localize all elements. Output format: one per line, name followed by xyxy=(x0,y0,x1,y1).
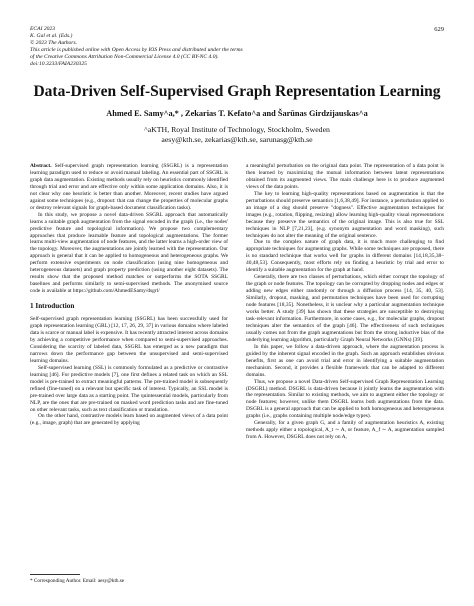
abstract-label: Abstract. xyxy=(30,163,52,169)
author-emails: aesy@kth.se, zekarias@kth.se, sarunasg@kth.se xyxy=(161,134,313,144)
body-paragraph: Generally, there are two classes of perturbations, which either corrupt the topology of the graph or node features. The topology can be corrupted by dropping nodes and edges or adding new edges either randomly or through a diffusion process [14, 35, 40, 53]. Similarly, dropout, masking, and permutation techniques have been used for corrupting node features [18,35]. Nonetheless, it is unclear why a particular augmentation technique works better. A study [39] has shown that these strategies are susceptible to destroying task-relevant information. Furthermore, in some cases, e.g., for molecular graphs, dropout techniques alter the semantics of the graph [46]. The effectiveness of such techniques usually comes not from the graph augmentations but from the strong inductive bias of the underlying learning algorithm, particularly Graph Neural Networks (GNNs) [39]. xyxy=(246,274,444,343)
body-paragraph: Self-supervised graph representation learning (SSGRL) has been successfully used for graph representation learning (GRL) [12, 17, 26, 29, 37] in various domains where labeled data is scarce or manual label is expensive. It has recently attracted interest across domains by achieving a competitive performance when compared to semi-supervised approaches. Considering the scarcity of labeled data, SSGRL has emerged as a new paradigm that narrows down the performance gap between the unsupervised and semi-supervised learning domains. xyxy=(30,316,228,364)
body-paragraph: Due to the complex nature of graph data, it is much more challenging to find appropriate techniques for augmenting graphs. While some techniques are proposed, there is no standard technique that works well for graphs in different domains [14,18,35,38–40,48,53]. Consequently, most efforts rely on finding a heuristic by trial and error to identify a suitable augmentation for the graph at hand. xyxy=(246,239,444,274)
right-column xyxy=(246,163,444,441)
body-paragraph: On the other hand, contrastive models learn based on augmented views of a data point (e.g., image, graph) that are generated by applying xyxy=(30,413,228,427)
page-number: 629 xyxy=(434,26,444,33)
meta-line: This article is published online with Open Access by IOS Press and distributed under the terms xyxy=(30,47,243,53)
body-paragraph: a meaningful perturbation on the original data point. The representation of a data point is then learned by maximizing the mutual information between latent representations obtained from its augmented views. The main challenge here is to produce augmented views of the data points. xyxy=(246,163,444,190)
body-paragraph: Thus, we propose a novel Data-driven Self-supervised Graph Representation Learning (DSGRL) method. DSGRL is data-driven because it jointly learns the augmentation with the representation. Similar to existing methods, we aim to augment either the topology or node features; however, unlike them DSGRL learns both augmentations from the data. DSGRL is a general approach that can be applied to both homogeneous and heterogeneous graphs (i.e., graphs containing multiple node/edge types). xyxy=(246,378,444,420)
affiliation-institution: ^aKTH, Royal Institute of Technology, Stockholm, Sweden xyxy=(144,125,330,134)
body-paragraph: In this paper, we follow a data-driven approach, where the augmentation process is guided by the inherent signal encoded in the graph. Such an approach establishes obvious benefits, first as one can avoid trial and error in identifying a suitable augmentation mechanism. Second, it provides a flexible framework that can be adapted to different domains. xyxy=(246,343,444,378)
left-column xyxy=(30,163,228,427)
meta-line: of the Creative Commons Attribution Non-Commercial License 4.0 (CC BY-NC 4.0). xyxy=(30,54,219,60)
meta-line: K. Gal et al. (Eds.) xyxy=(30,33,73,39)
footnote-divider xyxy=(30,574,80,575)
body-paragraph: Self-supervised learning (SSL) is commonly formulated as a predictive or contrastive learning [46]. For predictive models [7], one first defines a related task on which an SSL model is pre-trained to extract meaningful patterns. The pre-trained model is subsequently refined (fine-tuned) on a relevant but specific task of interest. Typically, an SSL model is pre-trained over large data as a starting point. The quintessential models, particularly from NLP, are the ones that are pre-trained on masked word prediction tasks and are fine-tuned on other relevant tasks, such as text classification or translation. xyxy=(30,364,228,413)
footnote: * Corresponding Author. Email: aesy@kth.se xyxy=(30,578,125,584)
body-paragraph: Generally, for a given graph G, and a family of augmentation heuristics A, existing methods apply either a topological, A_t ∼ A, or feature, A_f ∼ A, augmentation sampled from A. However, DSGRL does not rely on A, xyxy=(246,420,444,441)
affiliation xyxy=(0,125,474,144)
abstract-text: Self-supervised graph representation learning (SSGRL) is a representation learning paradigm used to reduce or avoid manual labeling. An essential part of SSGRL is graph data augmentation. Existing methods usually rely on heuristics commonly identified through trial and error and are effective only within some application domains. Also, it is not clear why one heuristic is better than another. Moreover, recent studies have argued against some techniques (e.g., dropout: that can change the properties of molecular graphs or destroy relevant signals for graph-based document classification tasks). xyxy=(30,163,229,211)
meta-line: ECAI 2023 xyxy=(30,26,56,32)
section-heading-introduction: 1 Introduction xyxy=(30,302,75,311)
paper-title: Data-Driven Self-Supervised Graph Representation Learning xyxy=(33,83,441,100)
body-paragraph: The key to learning high-quality representations based on augmentation is that the perturbations should preserve semantics [1,6,38,49]. For instance, a perturbation applied to an image of a dog should preserve "dogness". Effective augmentation techniques for images (e.g., rotation, flipping, resizing) allow learning high-quality visual representations because they preserve the semantics of the original image. This is also true for SSL techniques in NLP [7,21,23], (e.g. synonym augmentation and word masking), such techniques do not alter the meaning of the original sentence. xyxy=(246,190,444,239)
author-list: Ahmed E. Samy^a,* , Zekarias T. Kefato^a and Šarūnas Girdzijauskas^a xyxy=(106,109,368,118)
meta-line: © 2023 The Authors. xyxy=(30,40,78,46)
meta-line: doi:10.3233/FAIA230325 xyxy=(30,61,87,67)
abstract-paragraph xyxy=(30,163,228,212)
abstract-paragraph: In this study, we propose a novel data-driven SSGRL approach that automatically learns a suitable graph augmentation from the signal encoded in the graph (i.e., the nodes' predictive feature and topological information). We propose two complementary approaches that produce learnable feature and topological augmentations. The former learns multi-view augmentation of node features, and the latter learns a high-order view of the topology. Moreover, the augmentations are jointly learned with the representation. Our approach is general that it can be applied to homogeneous and heterogeneous graphs. We perform extensive experiments on node classification (using nine homogeneous and heterogeneous datasets) and graph property prediction (using another eight datasets). The results show that the proposed method matches or outperforms the SOTA SSGRL baselines and performs similarly to semi-supervised methods. The anonymised source code is available at https://github.com/AhmedESamy/dsgrl/ xyxy=(30,211,228,295)
publication-metadata xyxy=(30,26,330,68)
